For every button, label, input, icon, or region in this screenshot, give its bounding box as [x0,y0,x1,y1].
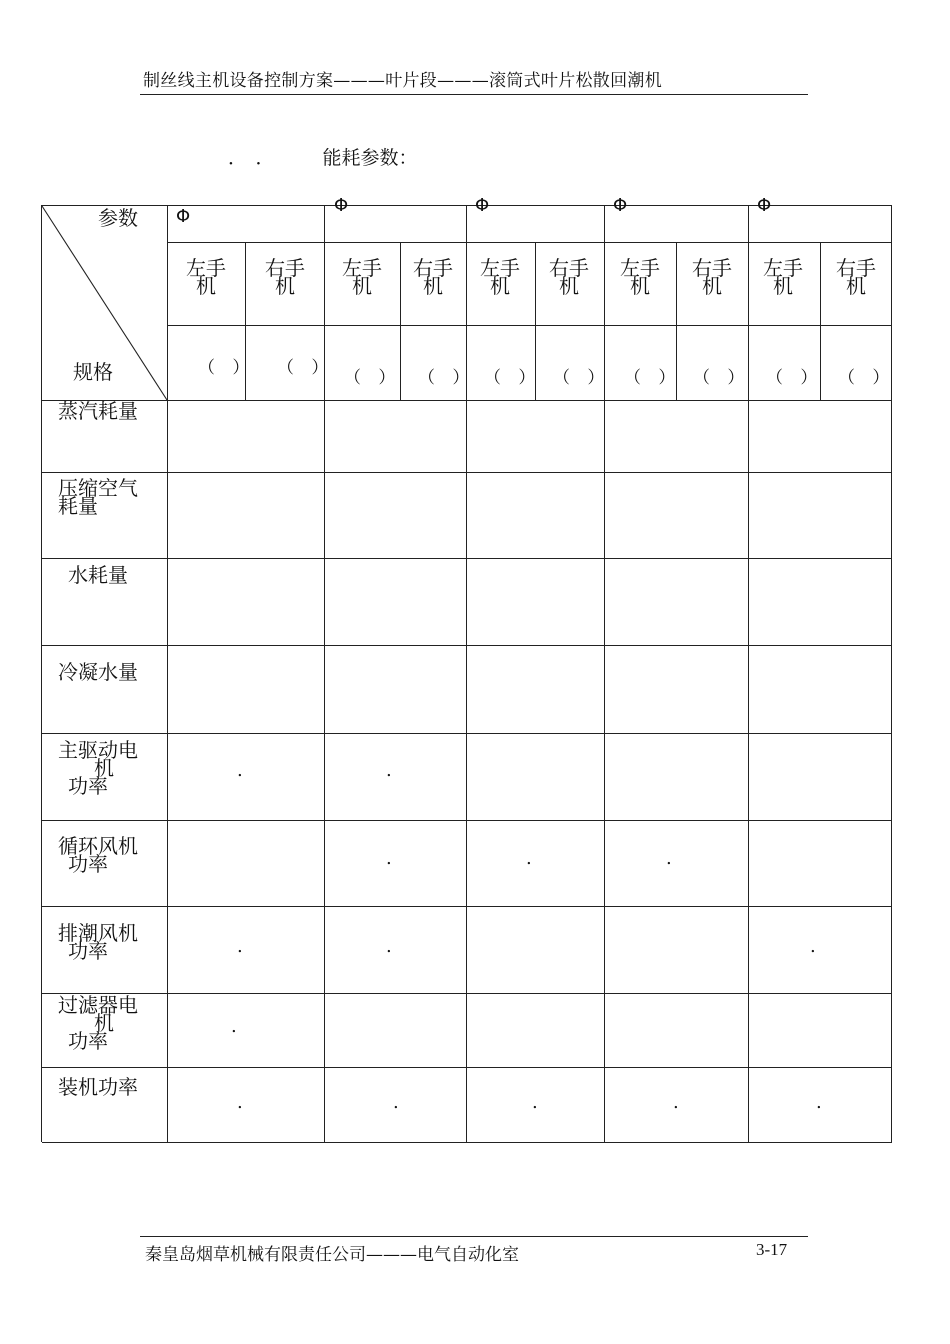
left-machine-line1: 左手 [186,256,226,280]
row-label-line: 压缩空气 [58,476,138,500]
left-machine-line1: 左手 [342,256,382,280]
spec-placeholder: （ ） [838,368,896,388]
row-rule [42,645,892,646]
right-machine-line2: 机 [275,274,295,298]
row-label-line: 水耗量 [68,563,128,587]
corner-label-spec: 规格 [73,360,113,384]
left-machine-line1: 左手 [620,256,660,280]
left-machine-line2: 机 [352,274,372,298]
right-machine-label [546,256,592,298]
row-label-water [68,563,128,587]
diameter-symbol: Φ [757,195,772,216]
left-machine-line2: 机 [490,274,510,298]
row-label-line: 机 [94,1011,114,1035]
spec-placeholder: （ ） [277,358,335,378]
right-machine-line1: 右手 [265,256,305,280]
row-label-steam [58,399,138,423]
row-label-line: 过滤器电 [58,993,138,1017]
left-machine-label [760,256,806,298]
spec-placeholder: （ ） [198,358,256,378]
cell-dot: . [237,1092,243,1113]
right-machine-line2: 机 [423,274,443,298]
cell-dot: . [666,848,672,869]
section-title: 能耗参数： [322,147,418,169]
row-label-line: 装机功率 [58,1075,138,1099]
row-rule [42,820,892,821]
cell-dot: . [386,848,392,869]
cell-dot: . [673,1092,679,1113]
column-rule [604,205,605,1142]
spec-placeholder: （ ） [553,368,611,388]
row-label-line: 主驱动电 [58,738,138,762]
spec-placeholder: （ ） [418,368,476,388]
left-machine-line2: 机 [630,274,650,298]
cell-dot: . [810,936,816,957]
spec-placeholder: （ ） [693,368,751,388]
cell-dot: . [386,760,392,781]
diameter-symbol: Φ [613,195,628,216]
cell-dot: . [526,848,532,869]
cell-dot: . [237,760,243,781]
row-label-main-drive-motor [58,738,138,798]
row-label-line: 蒸汽耗量 [58,399,138,423]
row-rule [42,558,892,559]
left-machine-line1: 左手 [763,256,803,280]
table-border-bottom [42,1142,892,1143]
section-number: ．． [228,147,293,169]
diameter-symbol: Φ [475,195,490,216]
right-machine-line2: 机 [702,274,722,298]
footer-company: 秦皇岛烟草机械有限责任公司———电气自动化室 [145,1245,519,1265]
row-label-circulation-fan [58,834,138,876]
row-rule [42,993,892,994]
table-border-left [41,205,42,1142]
row-label-line: 功率 [68,939,108,963]
diameter-symbol: Φ [176,206,191,227]
right-machine-line1: 右手 [692,256,732,280]
row-label-filter-motor [58,993,138,1053]
left-machine-line2: 机 [196,274,216,298]
left-machine-label [477,256,523,298]
row-label-line: 功率 [68,1029,108,1053]
cell-dot: . [231,1016,237,1037]
row-label-line: 功率 [68,852,108,876]
left-machine-line2: 机 [773,274,793,298]
row-label-line: 循环风机 [58,834,138,858]
row-rule [42,906,892,907]
cell-dot: . [393,1092,399,1113]
row-rule [42,733,892,734]
row-label-compressed-air [58,476,138,518]
left-machine-label [183,256,229,298]
page-header: 制丝线主机设备控制方案———叶片段———滚筒式叶片松散回潮机 [143,71,662,91]
left-machine-line1: 左手 [480,256,520,280]
row-label-condensate [58,660,138,684]
row-label-installed-power [58,1075,138,1099]
diameter-symbol: Φ [334,195,349,216]
spec-placeholder: （ ） [344,368,402,388]
row-rule [42,472,892,473]
left-machine-label [339,256,385,298]
row-label-line: 耗量 [58,494,98,518]
row-label-exhaust-fan [58,921,138,963]
spec-placeholder: （ ） [484,368,542,388]
column-rule [466,205,467,1142]
right-machine-line1: 右手 [413,256,453,280]
row-label-line: 冷凝水量 [58,660,138,684]
header-rule-2 [167,325,892,326]
corner-label-parameter: 参数 [98,206,138,230]
column-rule [167,205,168,1142]
right-machine-line2: 机 [846,274,866,298]
right-machine-line1: 右手 [549,256,589,280]
row-rule [42,400,892,401]
cell-dot: . [816,1092,822,1113]
row-label-line: 机 [94,756,114,780]
row-label-line: 功率 [68,774,108,798]
right-machine-label [689,256,735,298]
column-rule [324,205,325,1142]
page-number: 3-17 [756,1240,788,1259]
footer-rule [140,1236,808,1237]
right-machine-line2: 机 [559,274,579,298]
left-machine-label [617,256,663,298]
header-rule-1 [167,242,892,243]
right-machine-label [262,256,308,298]
right-machine-label [410,256,456,298]
row-label-line: 排潮风机 [58,921,138,945]
spec-placeholder: （ ） [624,368,682,388]
right-machine-line1: 右手 [836,256,876,280]
row-rule [42,1067,892,1068]
cell-dot: . [386,936,392,957]
cell-dot: . [532,1092,538,1113]
right-machine-label [833,256,879,298]
column-rule [748,205,749,1142]
spec-placeholder: （ ） [766,368,824,388]
cell-dot: . [237,936,243,957]
table-border-right [891,205,892,1142]
